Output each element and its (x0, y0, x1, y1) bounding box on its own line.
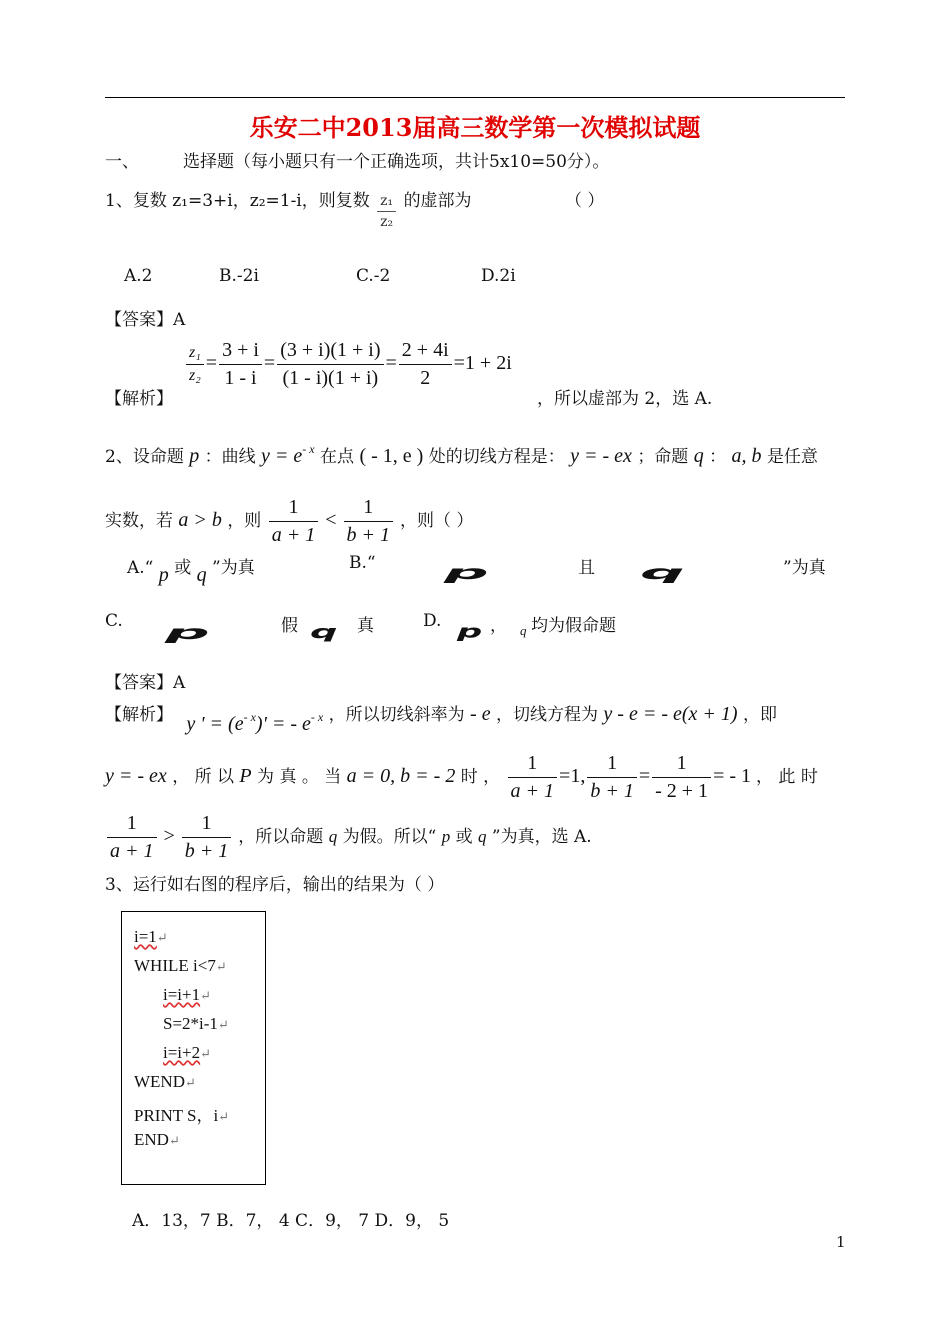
q1-option-b: B.-2i (219, 266, 259, 286)
q2-text-c: 在点 (320, 447, 355, 467)
q2-analysis-line2: y = - ex ， 所 以 P 为 真 。 当 a = 0, b = - 2 时 ， $\frac{1}{a + 1}$ =1, $\frac{1}{b + 1}$ = $\frac{1}{- 2 + 1}$ = - 1 ， 此 时 (105, 752, 818, 802)
q3-options: A．13，7 B．7， 4 C．9， 7 D．9， 5 (132, 1211, 450, 1231)
code-line-5: i=i+2↵ (163, 1043, 212, 1062)
q2-option-d-q: q (520, 623, 527, 638)
q2-q: q (693, 445, 704, 467)
q2-analysis-line3: $\frac{1}{a + 1}$ > $\frac{1}{b + 1}$ ，所以命题 q 为假。所以“ p 或 q ”为真，选 A. (105, 812, 592, 863)
q2-line2 (105, 496, 473, 547)
page-number: 1 (836, 1233, 846, 1251)
q2-answer: 【答案】A (105, 673, 186, 693)
q1-an-frac4: $\frac{2 + 4i}{2}$ (399, 339, 452, 390)
q1-option-a: A.2 (124, 266, 153, 286)
q1-frac-den: z₂ (380, 214, 394, 230)
q2-option-b-q: q (640, 561, 685, 585)
q3-stem: 3、运行如右图的程序后，输出的结果为（ ） (105, 875, 445, 895)
q2-text-b: ：曲线 (204, 447, 256, 467)
q1-an-result: =1 + 2i (453, 352, 512, 375)
q2-tangent: y = - ex (570, 445, 632, 467)
q2-text-line2c: ，则（ ） (400, 511, 474, 532)
q2-ab: a, b (731, 445, 762, 467)
q2-text-a: 2、设命题 (105, 447, 184, 467)
q2-option-c-label: C. (105, 611, 123, 631)
q2-option-d-label: D. (423, 611, 442, 631)
section-number: 一、 (105, 152, 139, 172)
q2-option-c-false: 假 (281, 616, 298, 636)
section-heading: 选择题（每小题只有一个正确选项，共计5x10=50分）。 (183, 152, 610, 172)
q1-stem (105, 186, 472, 230)
code-line-7: PRINT S，i↵ (134, 1106, 230, 1125)
q1-analysis-end: ，所以虚部为 2，选 A. (537, 389, 713, 409)
q1-an-frac2: $\frac{3 + i}{1 - i}$ (219, 339, 262, 390)
q2-option-b-and: 且 (578, 558, 595, 578)
q2-inequality: $\frac{1}{a + 1}$ < $\frac{1}{b + 1}$ (267, 509, 400, 531)
page-title: 乐安二中2013届高三数学第一次模拟试题 (249, 113, 701, 142)
q2-curve: $y = e^{- x}$ (261, 442, 315, 467)
code-line-3: i=i+1↵ (163, 985, 212, 1004)
q2-text-g: 是任意 (766, 447, 818, 467)
q2-analysis-line1: 【解析】 y ' = $(e^{- x})'$ = - $e^{- x}$ ，所以切线斜率为 - e ，切线方程为 y - e = - e(x + 1) ，即 (105, 703, 777, 735)
q2-text-line2a: 实数，若 (105, 511, 173, 532)
code-line-8: END↵ (134, 1130, 180, 1149)
q1-frac-num: z₁ (377, 193, 396, 212)
q2-derivative: y ' = $(e^{- x})'$ = - $e^{- x}$ (186, 710, 324, 735)
q2-analysis-label: 【解析】 (105, 705, 173, 725)
header-rule (105, 97, 845, 98)
q2-p: p (189, 445, 200, 467)
q1-option-c: C.-2 (356, 266, 391, 286)
q1-analysis-label: 【解析】 (105, 389, 173, 409)
q2-text-e: ；命题 (637, 447, 689, 467)
q1-answer: 【答案】A (105, 310, 186, 330)
code-line-1: i=1↵ (134, 927, 168, 946)
q2-text-line2b: ，则 (227, 511, 262, 532)
q1-stem-end: 的虚部为 (403, 191, 472, 211)
q1-fraction (377, 193, 396, 230)
q2-option-c-true: 真 (357, 616, 374, 636)
q2-option-b-p: p (444, 561, 489, 585)
code-line-6: WEND↵ (134, 1072, 196, 1091)
q2-option-d-end: 均为假命题 (531, 616, 616, 636)
q2-option-b-label: B.“ (349, 553, 376, 573)
q2-option-a: A.“ p 或 q ”为真 (127, 558, 255, 586)
code-line-2: WHILE i<7↵ (134, 956, 227, 975)
q1-option-d: D.2i (481, 266, 516, 286)
q1-an-frac3: $\frac{(3 + i)(1 + i)}{(1 - i)(1 + i)}$ (277, 339, 383, 390)
q1-analysis-formula: $\frac{\text{z₁}}{\text{z₂}}$ = $\frac{3 + i}{1 - i}$ = $\frac{(3 + i)(1 + i)}{(1 - i)(1 + i)}$ = $\frac{2 + 4i}{2}$ =1 + 2i (184, 339, 512, 390)
q2-option-d-p: p (457, 622, 483, 643)
q2-text-d: 处的切线方程是： (428, 447, 565, 467)
q1-paren: （ ） (565, 191, 605, 211)
q2-line1 (105, 442, 818, 468)
q2-point: ( - 1, e ) (359, 445, 424, 467)
q2-cond: a > b (178, 509, 222, 532)
q1-stem-text: 1、复数 z₁=3+i，z₂=1-i，则复数 (105, 191, 370, 211)
q2-option-c-p: p (165, 621, 210, 645)
q2-text-f: ： (709, 447, 727, 467)
q2-option-b-end: ”为真 (783, 558, 826, 578)
code-line-4: S=2*i-1↵ (163, 1014, 229, 1033)
q2-option-d-comma: ， (490, 616, 507, 636)
q1-an-frac1: $\frac{\text{z₁}}{\text{z₂}}$ (186, 344, 204, 385)
q2-option-c-q: q (310, 621, 338, 643)
